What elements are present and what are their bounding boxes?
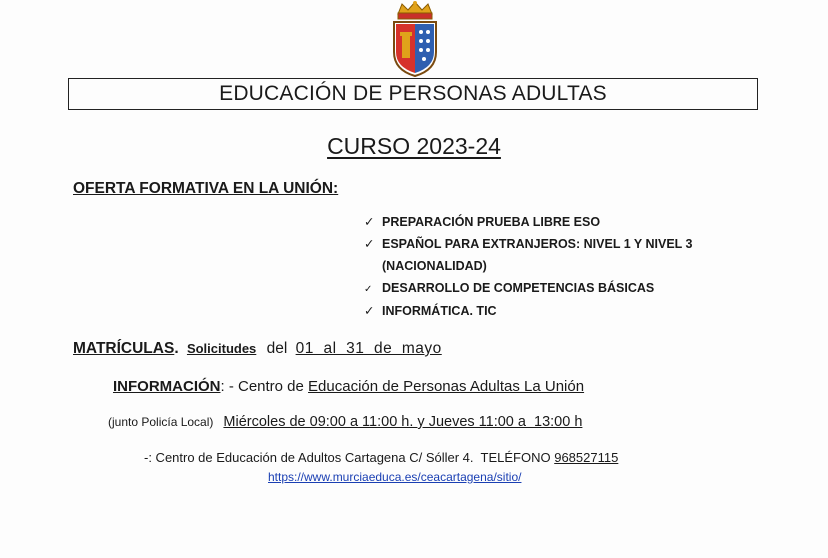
- check-icon: ✓: [364, 237, 375, 251]
- enrollment-del: del: [266, 340, 288, 357]
- page-title: EDUCACIÓN DE PERSONAS ADULTAS: [219, 82, 607, 105]
- cartagena-text: -: Centro de Educación de Adultos Cartagena C/ Sóller 4. TELÉFONO: [144, 450, 551, 465]
- offer-heading: [73, 180, 338, 198]
- coat-of-arms-icon: [388, 0, 442, 78]
- check-icon: ✓: [364, 284, 373, 295]
- offer-colon: :: [333, 180, 339, 197]
- list-item-text: INFORMÁTICA. TIC: [382, 304, 497, 318]
- enrollment-label: MATRÍCULAS: [73, 340, 175, 357]
- information-center: Educación de Personas Adultas La Unión: [308, 378, 585, 395]
- offer-label: OFERTA FORMATIVA EN LA UNIÓN: [73, 180, 334, 197]
- website-link[interactable]: https://www.murciaeduca.es/ceacartagena/sitio/: [268, 470, 522, 484]
- list-item-text: (NACIONALIDAD): [382, 259, 487, 273]
- hours-schedule: Miércoles de 09:00 a 11:00 h. y Jueves 11:00 a 13:00 h: [223, 414, 583, 430]
- phone-number[interactable]: 968527115: [554, 450, 619, 465]
- cartagena-line: [144, 450, 618, 465]
- list-item: [364, 281, 654, 295]
- check-icon: ✓: [364, 215, 375, 229]
- enrollment-requests: Solicitudes: [186, 341, 257, 356]
- enrollment-line: [73, 340, 442, 358]
- hours-location-note: (junto Policía Local): [108, 415, 214, 429]
- enrollment-dot: .: [174, 340, 179, 357]
- hours-line: [108, 414, 582, 430]
- course-title: CURSO 2023-24: [327, 133, 501, 159]
- list-item: [364, 236, 693, 251]
- information-line: [113, 378, 584, 395]
- information-sep: : - Centro de: [220, 378, 304, 395]
- list-item-text: ESPAÑOL PARA EXTRANJEROS: NIVEL 1 Y NIVEL 3: [382, 237, 693, 251]
- page-title-box: [68, 78, 758, 110]
- list-item: [364, 259, 487, 273]
- check-icon: ✓: [364, 304, 375, 318]
- information-label: INFORMACIÓN: [113, 378, 221, 395]
- list-item: [364, 214, 600, 229]
- list-item-text: PREPARACIÓN PRUEBA LIBRE ESO: [382, 215, 601, 229]
- enrollment-dates: 01 al 31 de mayo: [295, 340, 442, 357]
- list-item-text: DESARROLLO DE COMPETENCIAS BÁSICAS: [382, 281, 655, 295]
- list-item: [364, 303, 497, 318]
